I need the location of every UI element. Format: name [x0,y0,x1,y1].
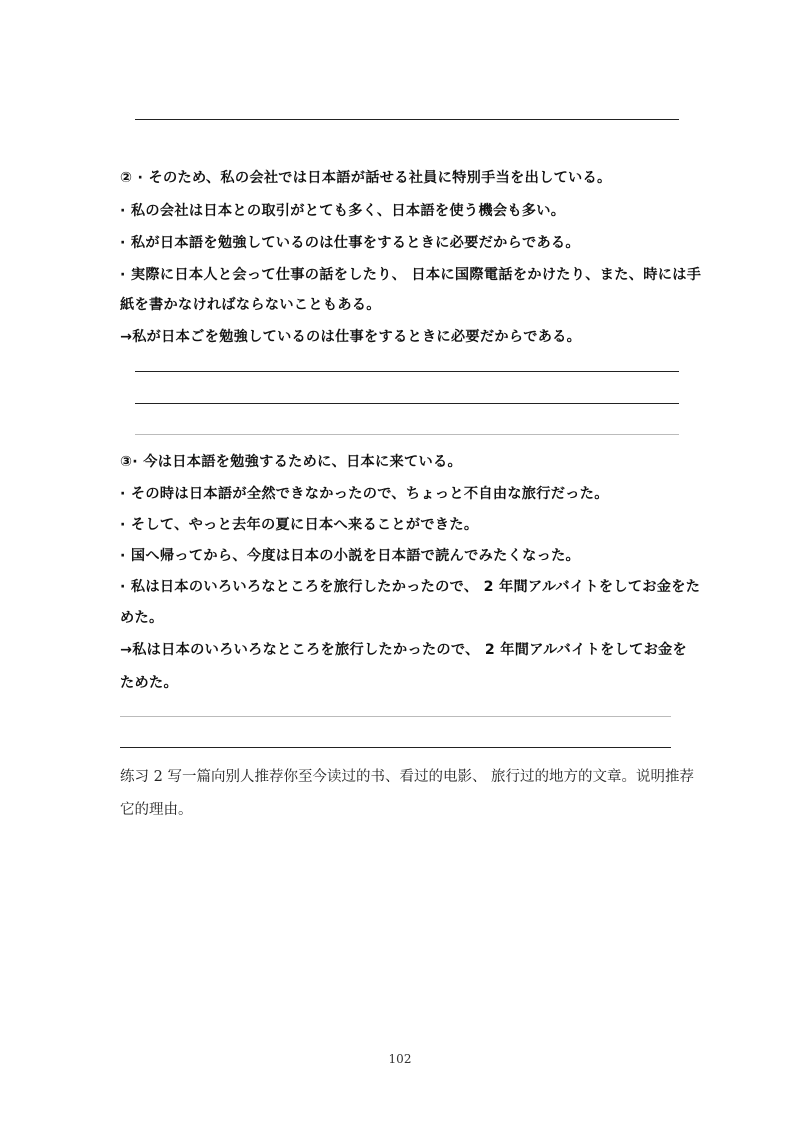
exercise-instruction: 练习 2 写一篇向别人推荐你至今读过的书、看过的电影、 旅行过的地方的文章。说明推荐 [120,769,695,785]
section3-answer: →私は日本のいろいろなところを旅行したかったので、 2 年間アルバイトをしてお金を [120,642,688,658]
answer-line [120,716,671,717]
exercise-instruction: 它的理由。 [120,802,193,818]
section2-line: 紙を書かなければならないこともある。 [120,297,381,313]
section2-line: · 実際に日本人と会って仕事の話をしたり、 日本に国際電話をかけたり、また、時には手 [120,267,702,283]
section3-line: · 国へ帰ってから、今度は日本の小説を日本語で読んでみたくなった。 [120,548,581,564]
section2-line: · 私の会社は日本との取引がとても多く、日本語を使う機会も多い。 [120,203,566,219]
answer-line [135,403,679,404]
answer-line [135,371,679,372]
section3-line: · そして、やっと去年の夏に日本へ来ることができた。 [120,517,479,533]
section3-line: · その時は日本語が全然できなかったので、ちょっと不自由な旅行だった。 [120,486,609,502]
page-number: 102 [388,1052,412,1066]
answer-line [135,119,679,120]
section2-answer: →私が日本ごを勉強しているのは仕事をするときに必要だからである。 [120,329,582,345]
section3-line: · 私は日本のいろいろなところを旅行したかったので、 2 年間アルバイトをしてお金をた [120,579,701,595]
section2-line: ② · そのため、私の会社では日本語が話せる社員に特別手当を出している。 [120,170,612,186]
section3-line: めた。 [120,610,164,626]
section2-line: · 私が日本語を勉強しているのは仕事をするときに必要だからである。 [120,235,580,251]
answer-line [135,434,679,435]
section3-line: ③· 今は日本語を勉強するために、日本に来ている。 [120,454,462,470]
section3-answer: ためた。 [120,675,178,691]
answer-line [120,747,671,748]
